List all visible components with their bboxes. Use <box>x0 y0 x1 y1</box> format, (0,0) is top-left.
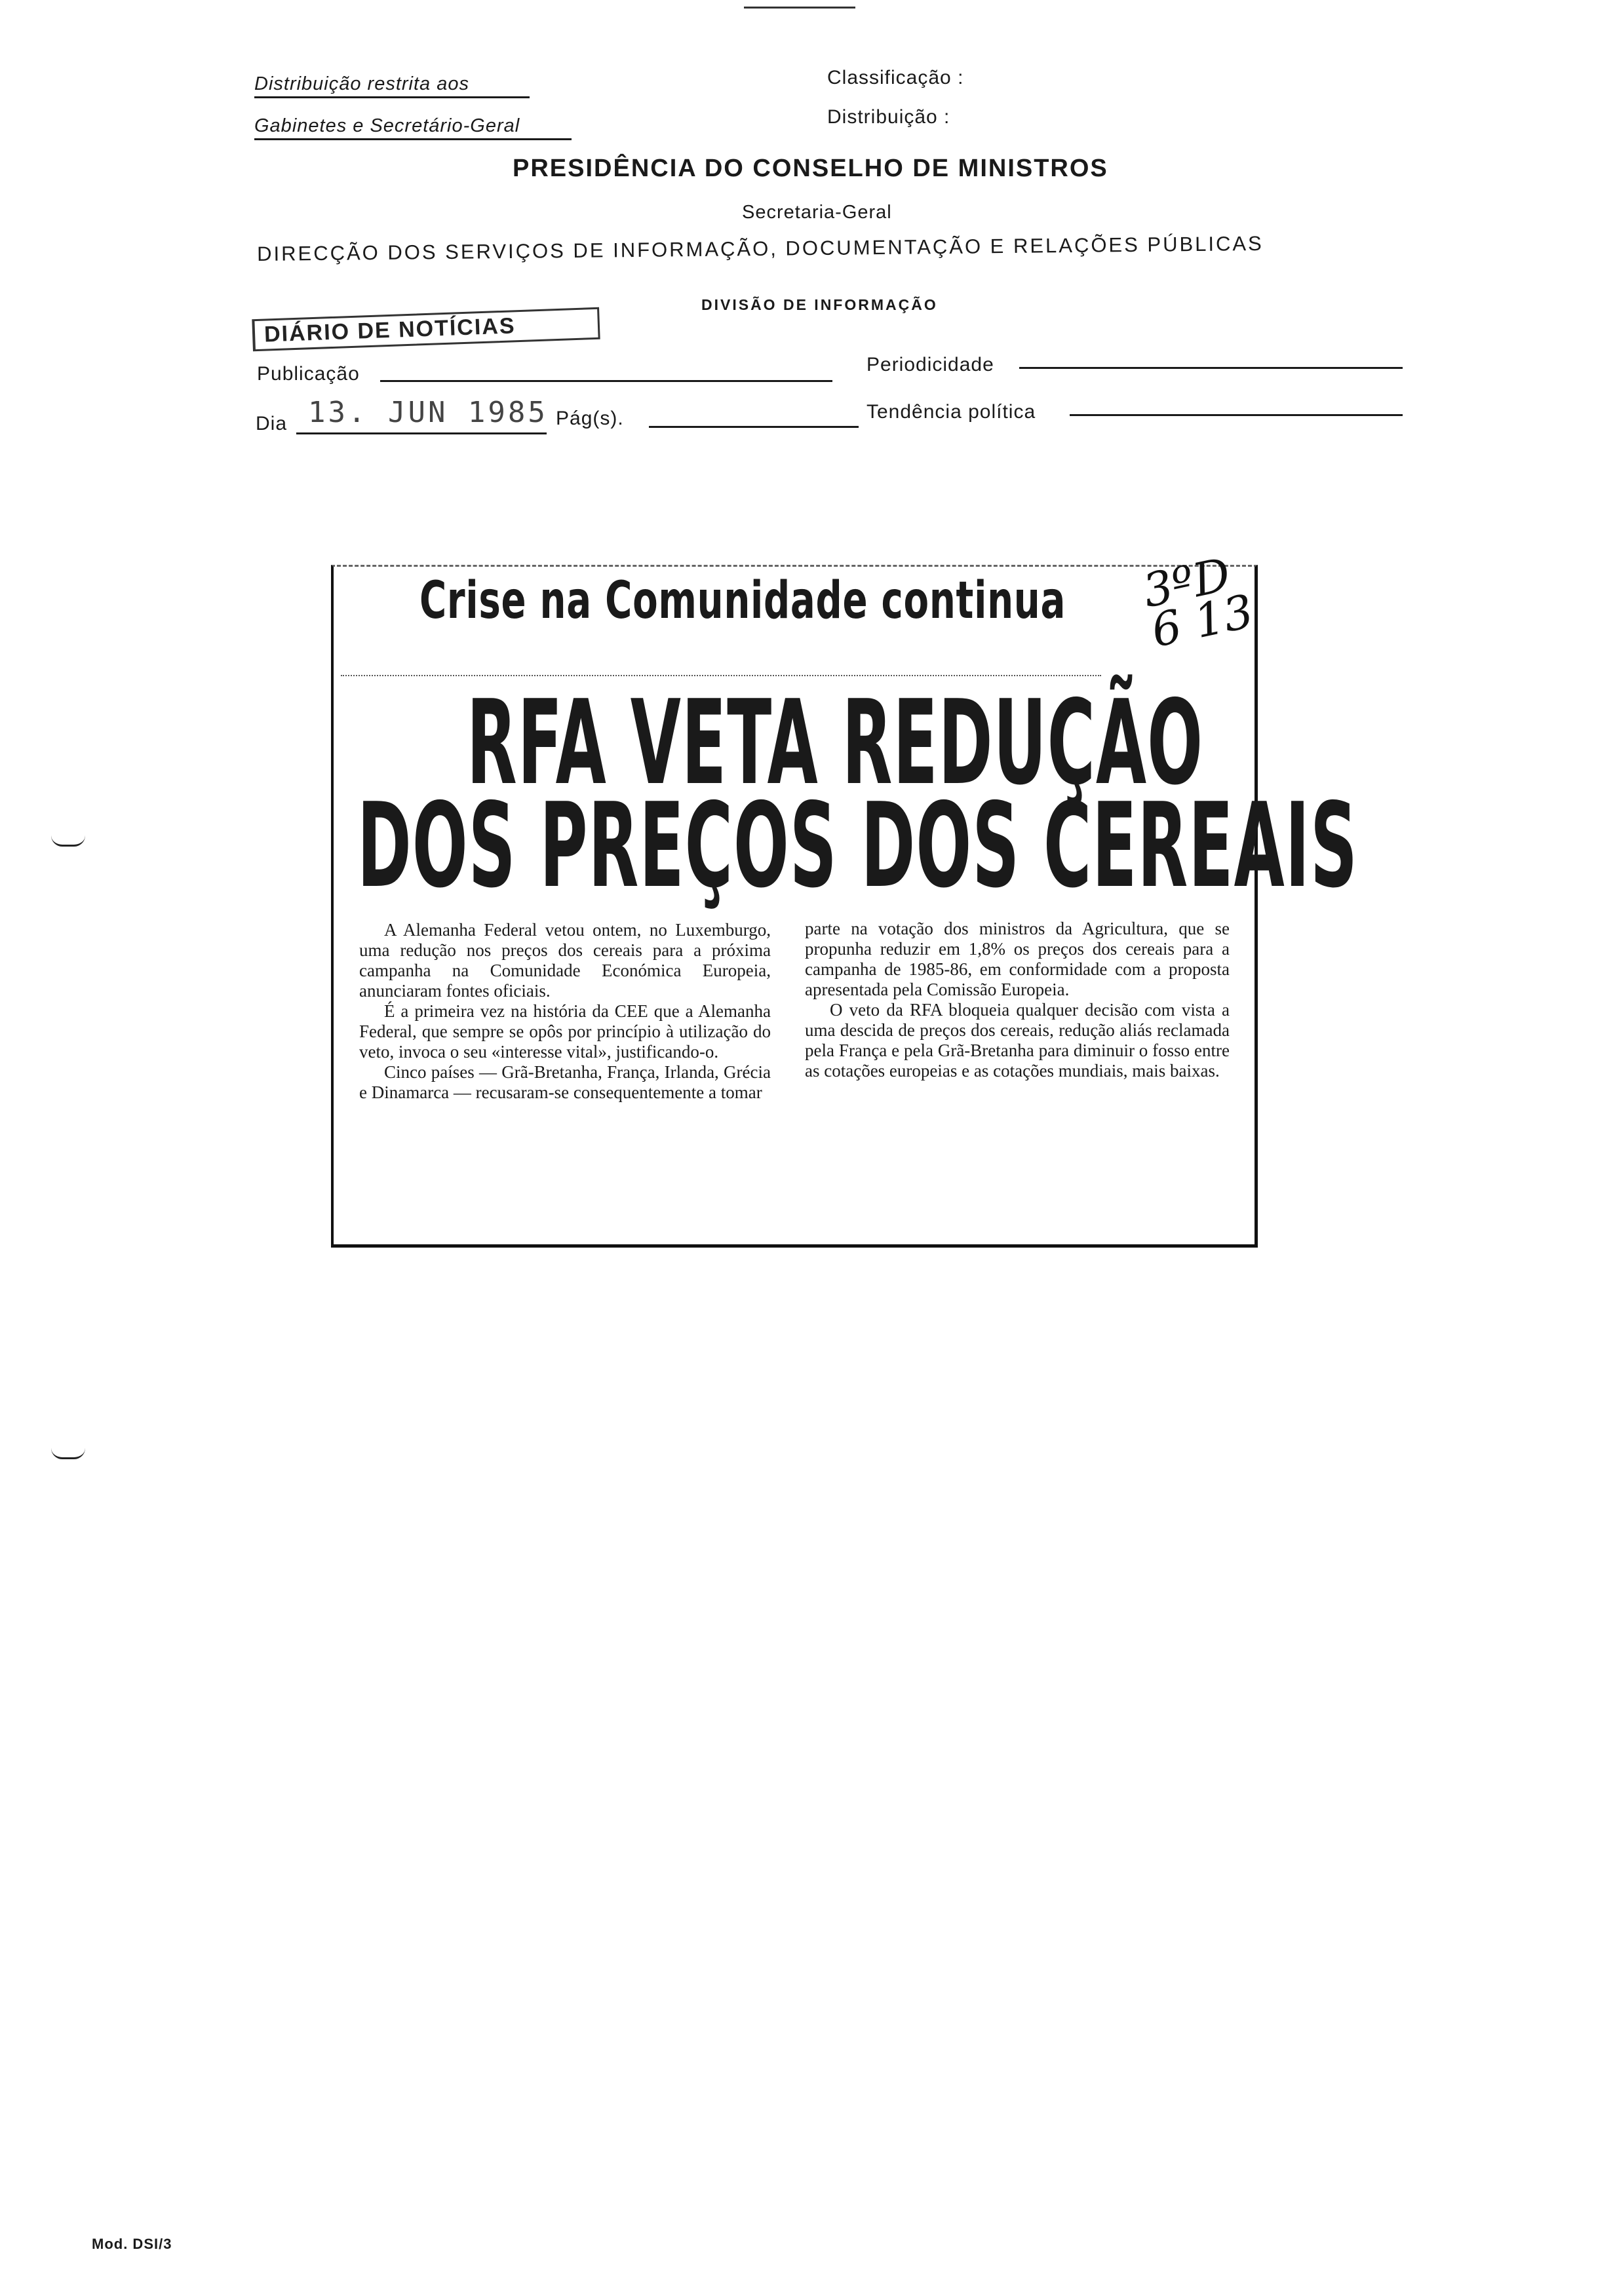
org-subtitle: Secretaria-Geral <box>742 202 892 223</box>
paragraph: Cinco países — Grã-Bretanha, França, Irlanda, Grécia e Dinamarca — recusaram-se consequentemente a tomar <box>359 1062 771 1102</box>
margin-mark-top <box>51 835 85 847</box>
publicacao-label: Publicação <box>257 363 360 385</box>
dia-blank[interactable] <box>296 432 547 434</box>
paragraph: A Alemanha Federal vetou ontem, no Luxemburgo, uma redução nos preços dos cereais para a próxima campanha na Comunidade Económica Europeia, anunciaram fontes oficiais. <box>359 920 771 1001</box>
division-label: DIVISÃO DE INFORMAÇÃO <box>701 296 938 313</box>
classificacao-label: Classificação : <box>827 67 964 88</box>
tendencia-label: Tendência política <box>866 401 1036 423</box>
handwritten-annotation: 3ºD 6 13 <box>1138 547 1258 659</box>
article-column-2 <box>805 919 1230 1081</box>
tendencia-blank[interactable] <box>1070 414 1403 416</box>
periodicidade-label: Periodicidade <box>866 354 994 375</box>
pags-label: Pág(s). <box>556 408 624 429</box>
top-mark <box>744 7 855 9</box>
headline-line1: RFA VETA REDUÇÃO <box>467 675 1204 811</box>
headline-line2: DOS PREÇOS DOS CEREAIS <box>357 778 1358 913</box>
clipping-kicker: Crise na Comunidade continua <box>419 571 1066 630</box>
paragraph: parte na votação dos ministros da Agricultura, que se propunha reduzir em 1,8% os preços dos cereais para a campanha de 1985-86, em conformidade com a proposta apresentada pela Comissão Europeia. <box>805 919 1230 999</box>
publication-stamp: DIÁRIO DE NOTÍCIAS <box>252 307 600 351</box>
dia-value: 13. JUN 1985 <box>308 396 548 429</box>
direction-line: DIRECÇÃO DOS SERVIÇOS DE INFORMAÇÃO, DOCUMENTAÇÃO E RELAÇÕES PÚBLICAS <box>257 231 1264 265</box>
dia-label: Dia <box>256 413 288 434</box>
distribuicao-label: Distribuição : <box>827 106 950 128</box>
restricted-distribution-line2: Gabinetes e Secretário-Geral <box>254 115 572 140</box>
pags-blank[interactable] <box>649 426 859 428</box>
paragraph: O veto da RFA bloqueia qualquer decisão com vista a uma descida de preços dos cereais, redução aliás reclamada pela França e pela Grã-Bretanha para diminuir o fosso entre as cotações europeias e as cotações mundiais, mais baixas. <box>805 1000 1230 1081</box>
org-title: PRESIDÊNCIA DO CONSELHO DE MINISTROS <box>513 155 1108 182</box>
publicacao-blank[interactable] <box>380 380 832 382</box>
restricted-distribution-line1: Distribuição restrita aos <box>254 73 530 98</box>
article-column-1 <box>359 920 771 1103</box>
form-model-code: Mod. DSI/3 <box>92 2236 172 2252</box>
periodicidade-blank[interactable] <box>1019 367 1403 369</box>
paragraph: É a primeira vez na história da CEE que a Alemanha Federal, que sempre se opôs por princípio à utilização do veto, invoca o seu «interesse vital», justificando-o. <box>359 1001 771 1062</box>
margin-mark-bottom <box>51 1448 85 1459</box>
